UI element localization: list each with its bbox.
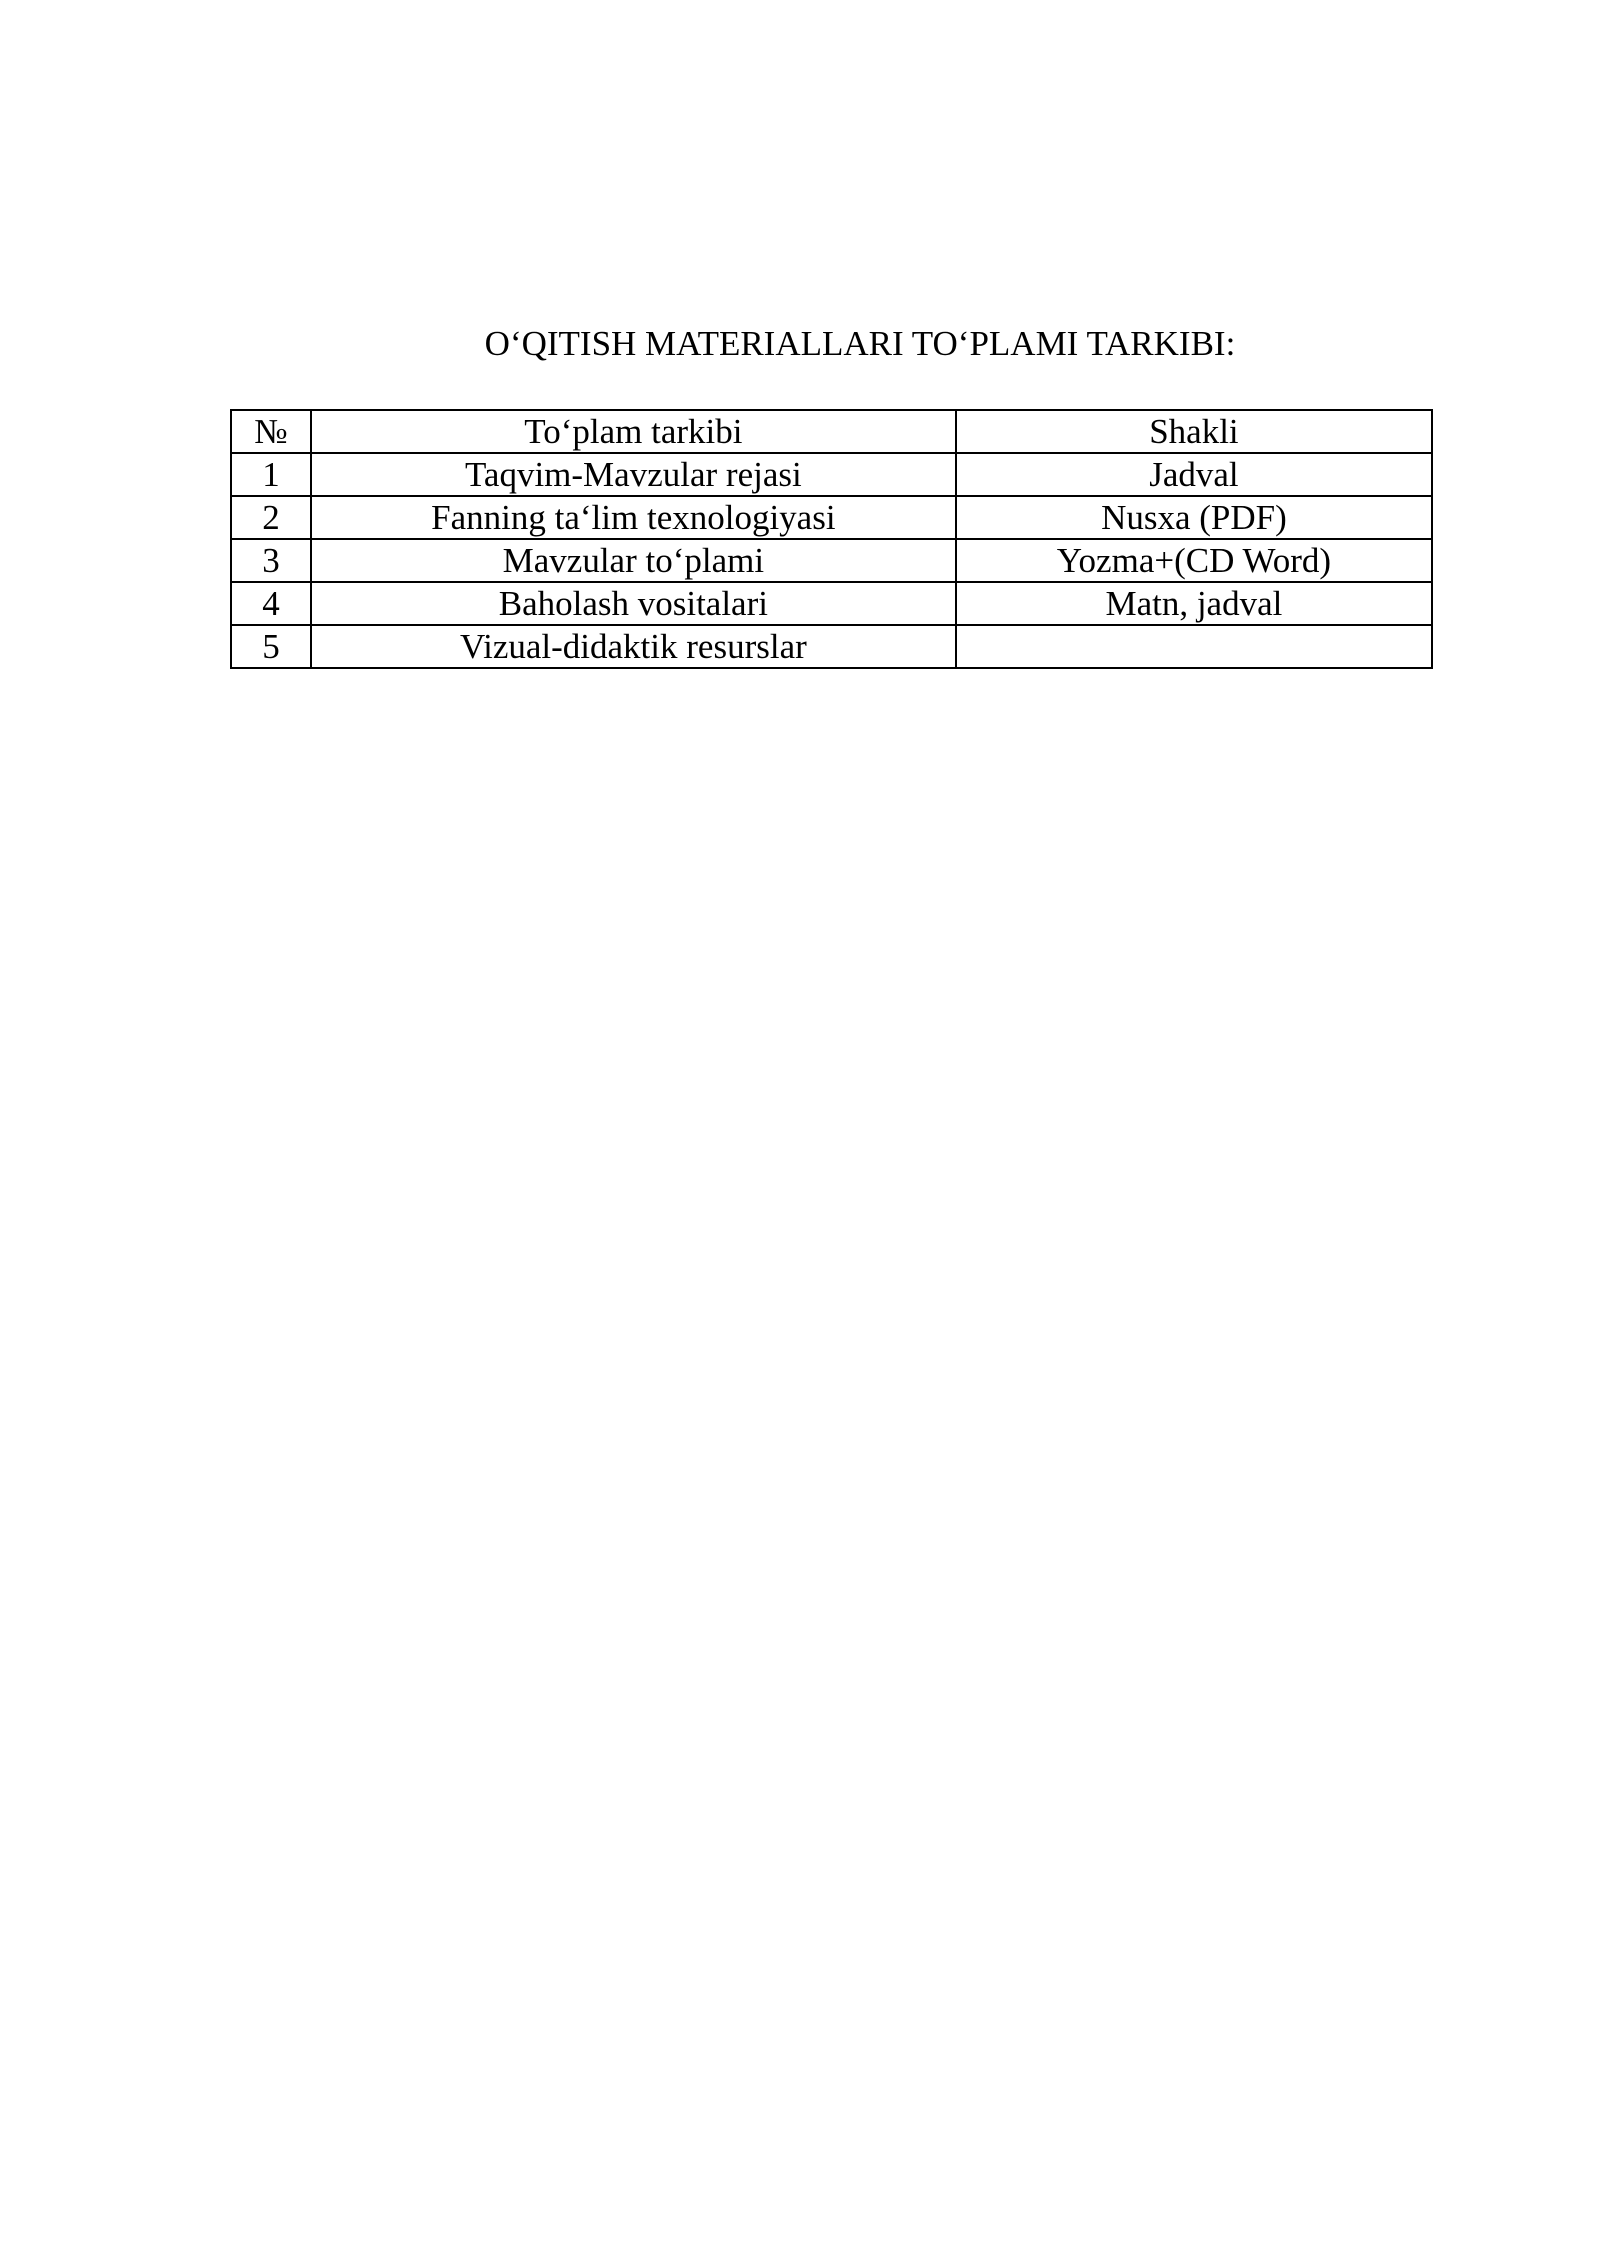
page-title: O‘QITISH MATERIALLARI TO‘PLAMI TARKIBI: <box>484 324 1236 363</box>
table-row <box>231 582 1432 625</box>
row-form: Jadval <box>956 453 1432 496</box>
row-content: Taqvim-Mavzular rejasi <box>311 453 956 496</box>
row-number: 5 <box>231 625 311 668</box>
table-row <box>231 539 1432 582</box>
header-content: To‘plam tarkibi <box>311 410 956 453</box>
row-number: 4 <box>231 582 311 625</box>
row-content: Baholash vositalari <box>311 582 956 625</box>
table-header-row <box>231 410 1432 453</box>
row-form: Yozma+(CD Word) <box>956 539 1432 582</box>
row-form: Matn, jadval <box>956 582 1432 625</box>
row-content: Fanning ta‘lim texnologiyasi <box>311 496 956 539</box>
table-row <box>231 496 1432 539</box>
header-number: № <box>231 410 311 453</box>
row-form: Nusxa (PDF) <box>956 496 1432 539</box>
table-row <box>231 453 1432 496</box>
row-number: 3 <box>231 539 311 582</box>
materials-table <box>230 409 1433 669</box>
row-form <box>956 625 1432 668</box>
row-number: 1 <box>231 453 311 496</box>
row-number: 2 <box>231 496 311 539</box>
header-form: Shakli <box>956 410 1432 453</box>
table-row <box>231 625 1432 668</box>
row-content: Vizual-didaktik resurslar <box>311 625 956 668</box>
row-content: Mavzular to‘plami <box>311 539 956 582</box>
